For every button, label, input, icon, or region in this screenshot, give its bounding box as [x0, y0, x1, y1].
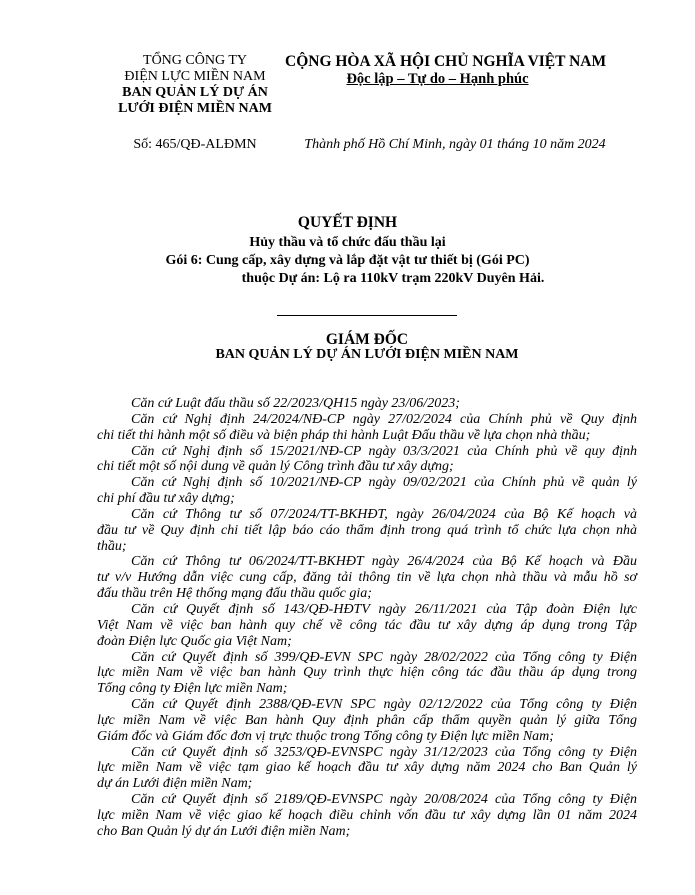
basis-paragraph	[97, 412, 637, 444]
basis-line: cho Ban Quản lý dự án Lưới điện miền Nam;	[97, 823, 351, 839]
document-date: Thành phố Hồ Chí Minh, ngày 01 tháng 10 năm 2024	[304, 137, 606, 152]
basis-line: chi phí đầu tư xây dựng;	[97, 491, 235, 507]
basis-line: dự án Lưới điện miền Nam;	[97, 776, 253, 792]
authority-title: GIÁM ĐỐC	[325, 331, 409, 348]
organization-unit	[100, 85, 290, 117]
basis-line: đấu thầu trên Hệ thống mạng đấu thầu quốc gia;	[97, 586, 372, 602]
org-line-1: TỔNG CÔNG TY	[143, 53, 247, 68]
basis-line: Căn cứ Quyết định số 2189/QĐ-EVNSPC ngày 20/08/2024 của Tổng công ty Điện	[131, 792, 637, 808]
basis-line: Căn cứ Quyết định số 143/QĐ-HĐTV ngày 26/11/2021 của Tập đoàn Điện lực	[131, 601, 637, 617]
basis-line: lực miền Nam về việc Ban hành Quy định phân cấp thẩm quyền quản lý giữa Tổng	[97, 712, 637, 728]
basis-line: Căn cứ Nghị định số 15/2021/NĐ-CP ngày 03/3/2021 của Chính phủ về quy định	[131, 443, 637, 459]
document-number: Số: 465/QĐ-ALĐMN	[133, 137, 257, 152]
basis-line: tư v/v Hướng dẫn việc cung cấp, đăng tải thông tin về lựa chọn nhà thầu và mẫu hồ sơ	[97, 570, 637, 586]
basis-line: Căn cứ Quyết định số 399/QĐ-EVN SPC ngày 28/02/2022 của Tổng công ty Điện	[131, 649, 637, 665]
basis-paragraph	[97, 697, 637, 745]
basis-paragraph	[97, 396, 637, 412]
org-line-2: ĐIỆN LỰC MIỀN NAM	[124, 69, 266, 84]
organization-parent	[100, 53, 290, 85]
basis-line: Giám đốc và Giám đốc đơn vị trực thuộc trong Tổng công ty Điện lực miền Nam;	[97, 728, 554, 744]
basis-paragraph	[97, 602, 637, 650]
basis-line: thầu;	[97, 538, 127, 554]
basis-line: Căn cứ Thông tư 06/2024/TT-BKHĐT ngày 26/4/2024 của Bộ Kế hoạch và Đầu	[131, 554, 637, 570]
basis-line: Căn cứ Nghị định số 10/2021/NĐ-CP ngày 09/02/2021 của Chính phủ về quản lý	[131, 475, 637, 491]
basis-line: Căn cứ Luật đấu thầu số 22/2023/QH15 ngày 23/06/2023;	[131, 396, 460, 411]
basis-line: lực miền Nam về việc giao kế hoạch điều chỉnh vốn đầu tư xây dựng lần 01 năm 2024	[97, 807, 637, 823]
basis-line: Căn cứ Nghị định 24/2024/NĐ-CP ngày 27/02/2024 của Chính phủ về Quy định	[131, 411, 637, 427]
basis-line: Căn cứ Quyết định 2388/QĐ-EVN SPC ngày 02/12/2022 của Tổng công ty Điện	[131, 697, 637, 713]
title-divider	[277, 315, 457, 316]
basis-paragraph	[97, 745, 637, 793]
basis-line: Tổng công ty Điện lực miền Nam;	[97, 681, 288, 697]
national-title: CỘNG HÒA XÃ HỘI CHỦ NGHĨA VIỆT NAM	[285, 53, 607, 70]
basis-line: Căn cứ Quyết định số 3253/QĐ-EVNSPC ngày 31/12/2023 của Tổng công ty Điện	[131, 744, 637, 760]
basis-line: lực miền Nam về việc tạm giao kế hoạch đầu tư xây dựng năm 2024 cho Ban Quản lý	[97, 760, 637, 776]
basis-paragraph	[97, 475, 637, 507]
basis-paragraph	[97, 650, 637, 698]
legal-basis-list	[97, 396, 637, 840]
basis-paragraph	[97, 792, 637, 840]
national-motto: Độc lập – Tự do – Hạnh phúc	[346, 71, 529, 87]
basis-paragraph	[97, 507, 637, 555]
basis-paragraph	[97, 554, 637, 602]
basis-line: chi tiết thi hành một số điều và biện pháp thi hành Luật Đấu thầu về lựa chọn nhà thầu;	[97, 427, 591, 443]
basis-line: Căn cứ Thông tư số 07/2024/TT-BKHĐT, ngày 26/04/2024 của Bộ Kế hoạch và	[131, 506, 637, 522]
basis-line: đầu tư về Quy định chi tiết lập báo cáo thẩm định trong quá trình tổ chức lựa chọn nhà	[97, 522, 637, 538]
authority-organization: BAN QUẢN LÝ DỰ ÁN LƯỚI ĐIỆN MIỀN NAM	[215, 347, 519, 362]
basis-line: chi tiết một số nội dung về quản lý Công trình đầu tư xây dựng;	[97, 459, 454, 475]
basis-paragraph	[97, 444, 637, 476]
org-line-3: BAN QUẢN LÝ DỰ ÁN	[122, 85, 268, 100]
basis-line: lực miền Nam về việc ban hành Quy trình thực hiện công tác đầu thầu áp dụng trong	[97, 665, 637, 681]
org-line-4: LƯỚI ĐIỆN MIỀN NAM	[118, 101, 272, 116]
decision-subject-line-2: Gói 6: Cung cấp, xây dựng và lắp đặt vật tư thiết bị (Gói PC)	[165, 253, 530, 268]
basis-line: Việt Nam về việc ban hành quy chế về công tác đầu tư xây dựng áp dụng trong Tập	[97, 617, 637, 633]
decision-subject-line-1: Hủy thầu và tổ chức đấu thầu lại	[249, 235, 446, 250]
basis-line: đoàn Điện lực Quốc gia Việt Nam;	[97, 633, 292, 649]
decision-subject-line-3: thuộc Dự án: Lộ ra 110kV trạm 220kV Duyên Hải.	[241, 271, 545, 286]
decision-title: QUYẾT ĐỊNH	[297, 214, 398, 231]
